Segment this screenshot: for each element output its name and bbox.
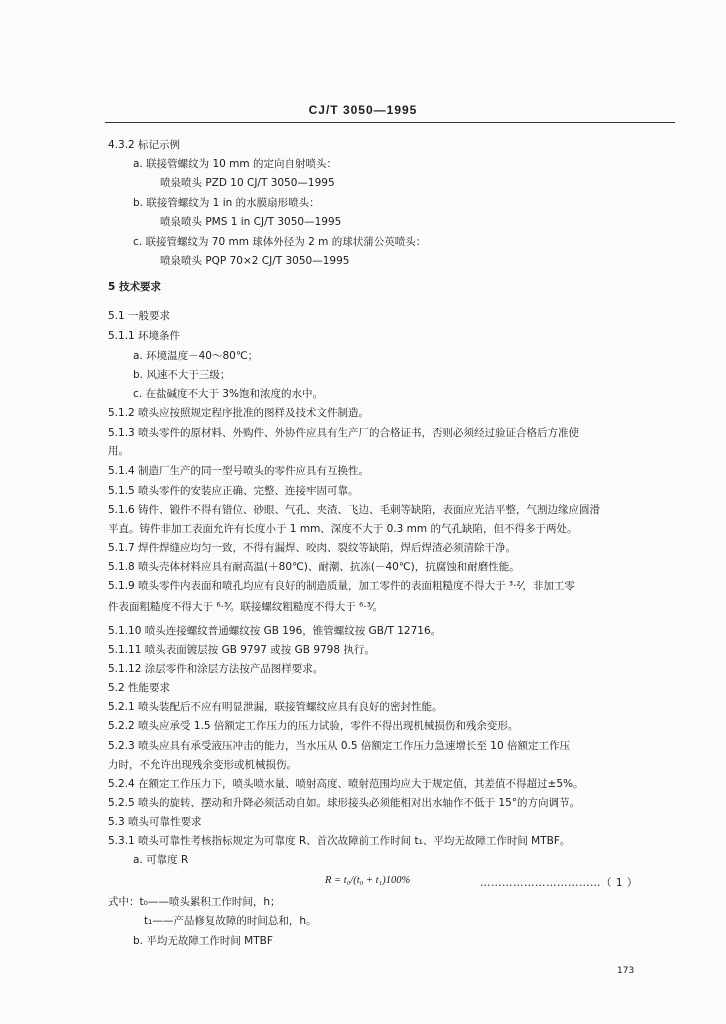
line-5-1-3: 5.1.3 喷头零件的原材料、外购件、外协件应具有生产厂的合格证书，否则必须经过验证合格后方准使 <box>108 427 580 439</box>
line-example-a: a. 联接管螺纹为 10 mm 的定向自射喷头： <box>133 158 337 170</box>
line-5-1-1-a: a. 环境温度－40～80℃； <box>133 350 259 362</box>
line-5-2-5: 5.2.5 喷头的旋转、摆动和升降必须活动自如。球形接头必须能相对出水轴作不低于 15°的方向调节。 <box>108 797 581 809</box>
line-5-2: 5.2 性能要求 <box>108 682 171 694</box>
line-5-1-6: 5.1.6 铸件、锻件不得有错位、砂眼、气孔、夹渣、飞边、毛刺等缺陷，表面应光洁平整，气割边缘应圆滑 <box>108 504 601 516</box>
line-example-c-code: 喷泉喷头 PQP 70×2 CJ/T 3050—1995 <box>160 255 350 267</box>
line-5-1: 5.1 一般要求 <box>108 310 171 322</box>
header-rule <box>105 122 675 123</box>
reliability-formula: R = t₀/(t₀ + t₁)100% <box>325 875 411 886</box>
line-5-3-1: 5.3.1 喷头可靠性考核指标规定为可靠度 R、首次故障前工作时间 t₁、平均无故障工作时间 MTBF。 <box>108 835 571 847</box>
line-5-1-1: 5.1.1 环境条件 <box>108 330 181 342</box>
line-5-1-12: 5.1.12 涂层零件和涂层方法按产品图样要求。 <box>108 663 324 675</box>
line-5-2-1: 5.2.1 喷头装配后不应有明显泄漏，联接管螺纹应具有良好的密封性能。 <box>108 701 443 713</box>
line-example-a-code: 喷泉喷头 PZD 10 CJ/T 3050—1995 <box>160 177 335 189</box>
page-number: 173 <box>617 966 635 976</box>
section-5-heading: 5 技术要求 <box>108 281 161 293</box>
line-5-1-10: 5.1.10 喷头连接螺纹普通螺纹按 GB 196，锥管螺纹按 GB/T 12716。 <box>108 625 442 637</box>
line-where-t1: t₁——产品修复故障的时间总和，h。 <box>144 915 317 927</box>
line-5-2-3-cont: 力时，不允许出现残余变形或机械损伤。 <box>108 759 297 771</box>
line-4-3-2: 4.3.2 标记示例 <box>108 139 181 151</box>
line-5-3-1-a: a. 可靠度 R <box>133 854 189 866</box>
line-example-b: b. 联接管螺纹为 1 in 的水膜扇形喷头： <box>133 197 320 209</box>
line-example-c: c. 联接管螺纹为 70 mm 球体外径为 2 m 的球状蒲公英喷头： <box>133 236 427 248</box>
line-5-1-5: 5.1.5 喷头零件的安装应正确、完整、连接牢固可靠。 <box>108 485 359 497</box>
line-where-t0: 式中：t₀——喷头累积工作时间，h； <box>108 896 281 908</box>
line-5-3-1-b: b. 平均无故障工作时间 MTBF <box>133 935 273 947</box>
formula-number: ……………………………（ 1 ） <box>480 877 638 889</box>
line-5-1-4: 5.1.4 制造厂生产的同一型号喷头的零件应具有互换性。 <box>108 465 370 477</box>
line-5-1-1-b: b. 风速不大于三级； <box>133 369 231 381</box>
line-5-1-11: 5.1.11 喷头表面镀层按 GB 9797 或按 GB 9798 执行。 <box>108 644 375 656</box>
line-example-b-code: 喷泉喷头 PMS 1 in CJ/T 3050—1995 <box>160 216 342 228</box>
page-header-standard-code: CJ/T 3050—1995 <box>308 103 418 117</box>
line-5-1-9: 5.1.9 喷头零件内表面和喷孔均应有良好的制造质量，加工零件的表面粗糙度不得大于 ³·²⁄，非加工零 <box>108 580 575 592</box>
line-5-2-2: 5.2.2 喷头应承受 1.5 倍额定工作压力的压力试验，零件不得出现机械损伤和残余变形。 <box>108 720 519 732</box>
line-5-1-1-c: c. 在盐碱度不大于 3%饱和浓度的水中。 <box>133 388 323 400</box>
line-5-1-7: 5.1.7 焊件焊缝应均匀一致，不得有漏焊、咬肉、裂纹等缺陷，焊后焊渣必须清除干净。 <box>108 542 517 554</box>
line-5-1-2: 5.1.2 喷头应按照规定程序批准的图样及技术文件制造。 <box>108 407 370 419</box>
line-5-2-4: 5.2.4 在额定工作压力下，喷头喷水量、喷射高度、喷射范围均应大于规定值，其差值不得超过±5%。 <box>108 778 584 790</box>
line-5-2-3: 5.2.3 喷头应具有承受液压冲击的能力，当水压从 0.5 倍额定工作压力急速增长至 10 倍额定工作压 <box>108 740 570 752</box>
line-5-3: 5.3 喷头可靠性要求 <box>108 816 202 828</box>
line-5-1-8: 5.1.8 喷头壳体材料应具有耐高温(＋80℃)、耐潮、抗冻(－40℃)，抗腐蚀和耐磨性能。 <box>108 561 520 573</box>
line-5-1-9-cont: 件表面粗糙度不得大于 ⁶·³⁄。联接螺纹粗糙度不得大于 ⁶·³⁄。 <box>108 601 384 613</box>
line-5-1-3-cont: 用。 <box>108 445 129 457</box>
line-5-1-6-cont: 平直。铸件非加工表面允许有长度小于 1 mm、深度不大于 0.3 mm 的气孔缺陷，但不得多于两处。 <box>108 523 578 535</box>
